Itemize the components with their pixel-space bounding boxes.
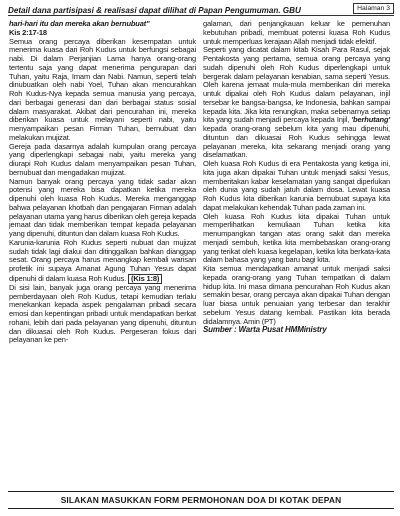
paragraph: galaman, dari penjangkauan keluar ke pemenuhan kebutuhan pribadi, membuat potensi kuasa Roh Kudus untuk memperluas kerajaan Allah menjadi tidak efektif. — [203, 19, 390, 46]
scripture-reference-box: (Kis 1:8) — [128, 274, 162, 284]
scripture-reference: Kis 2:17-18 — [9, 27, 47, 37]
footer-text: SILAKAN MASUKKAN FORM PERMOHONAN DOA DI KOTAK DEPAN — [60, 495, 342, 505]
paragraph: Oleh kuasa Roh Kudus kita dipakai Tuhan untuk memperlihatkan kemuliaan Tuhan ketika kita menumpangkan tangan atas orang sakit dan mereka menjadi sembuh, ketika kita membebaskan orang-orang yang terikat oleh kuasa kegelapan, ketika kita berkata-kata dalam bahasa yang yang baru bagi kita. — [203, 211, 390, 265]
emphasis-text: 'berhutang' — [351, 115, 391, 125]
paragraph: Oleh kuasa Roh Kudus di era Pentakosta yang ketiga ini, kita juga akan dipakai Tuhan untuk menjadi saksi Yesus, memberitakan kabar keselamatan yang sangat diperlukan oleh dunia yang sudah jatuh dalam dosa. Lewat kuasa Roh Kudus kita diberikan karunia bernubuat supaya kita dapat melakukan kehendak Tuhan pada zaman ini. — [203, 159, 390, 212]
opening-line: hari-hari itu dan mereka akan bernubuat" — [9, 19, 150, 28]
paragraph: Kita semua mendapatkan amanat untuk menjadi saksi kepada orang-orang yang Tuhan tempatkan di dalam hidup kita. Ini masa dimana pencurahan Roh Kudus akan semakin besar, orang percaya akan dipakai Tuhan dengan luar biasa untuk penuaian yang terbesar dan terakhir sebelum Yesus datang kembali. Pastikan kita berada didalamnya. Amin (PT) — [203, 264, 390, 326]
paragraph-text: Karunia-karunia Roh Kudus seperti nubuat dan mujizat sudah tidak lagi diakui dan ditinggalkan bahkan dianggap sesat. Orang percaya harus menangkap kembali warisan profetik ini supaya Amanat Agung Tuhan Yesus dapat dipenuhi di dalam kuasa Roh Kudus. — [9, 237, 196, 283]
paragraph-text: Seperti yang dicatat dalam kitab Kisah Para Rasul, sejak Pentakosta yang pertama, semua orang percaya yang sudah dipenuhi oleh Roh Kudus diperlengkapi untuk bergerak dalam pelayanan kenabian, sama seperti Yesus. Oleh karena jemaat mula-mula memberikan diri mereka untuk dipakai oleh Roh Kudus dalam pelayanan, injil tersebar ke bangsa-bangsa, ke Indonesia, bahkan sampai kepada kita. Jika kita renungkan, maka sebenarnya setiap kita yang sudah menjadi percaya kepada Injil, — [203, 45, 390, 125]
paragraph — [203, 46, 390, 160]
page-number: Halaman 3 — [353, 3, 394, 14]
paragraph — [9, 239, 196, 284]
paragraph: Di sisi lain, banyak juga orang percaya yang menerima pemberdayaan oleh Roh Kudus, tetapi kemudian terlalu menekankan kepada aspek pengalaman pribadi secara emosi dan kepentingan pribadi untuk mendapatkan berkat rohani, lebih dari pada pelayanan yang dipenuhi, dituntun dan dikuasai oleh Roh Kudus. Pergeseran fokus dari pelayanan ke pen- — [9, 282, 196, 345]
left-column — [9, 20, 196, 345]
header-title: Detail dana partisipasi & realisasi dapat dilihat di Papan Pengumuman. GBU — [8, 6, 301, 15]
source-credit: Sumber : Warta Pusat HMMinistry — [203, 325, 327, 335]
footer-banner — [8, 491, 394, 509]
paragraph: Gereja pada dasarnya adalah kumpulan orang percaya yang diperlengkapi sebagai nabi, yaitu mereka yang diurapi Roh Kudus dalam menyampaikan pesan Tuhan, bernubuat dan mengadakan mujizat. — [9, 141, 196, 177]
page-header — [8, 2, 394, 16]
paragraph-text: kepada orang-orang sebelum kita yang mau dipenuhi, dituntun dan dikuasai Roh Kudus sehingga lewat pelayanan mereka, kita sekarang menjadi orang yang diselamatkan. — [203, 124, 390, 160]
paragraph: Semua orang percaya diberikan kesempatan untuk menerima kuasa dari Roh Kudus untuk berfungsi sebagai nabi. Di dalam Perjanjian Lama hanya orang-orang tertentu saja yang dapat menerima pengurapan dari Tuhan, yaitu Raja, Imam dan Nabi. Namun, seperti telah dinubuatkan oleh nabi Yoel, Tuhan akan mencurahkan Roh Kudus-Nya kepada semua manusia yang percaya, dari berbagai generasi dan dari berbagai status sosial dalam masyarakat. Akibat dari pencurahan ini, mereka diberikan kuasa untuk melayani seperti nabi, yaitu menyampaikan pesan Firman Tuhan, bernubuat dan melakukan mujizat. — [9, 36, 196, 142]
right-column — [203, 20, 390, 335]
paragraph: Namun banyak orang percaya yang tidak sadar akan potensi yang mereka bisa dapatkan ketika mereka dipenuhi oleh kuasa Roh Kudus. Mereka menganggap bahwa pelayanan khotbah dan pengajaran Firman adalah pelayanan utama yang harus diberikan oleh gereja kepada jemaat dan tidak memberikan tempat kepada pelayanan yang dipenuhi, dituntun dan dalam kuasa Roh Kudus. — [9, 176, 196, 238]
